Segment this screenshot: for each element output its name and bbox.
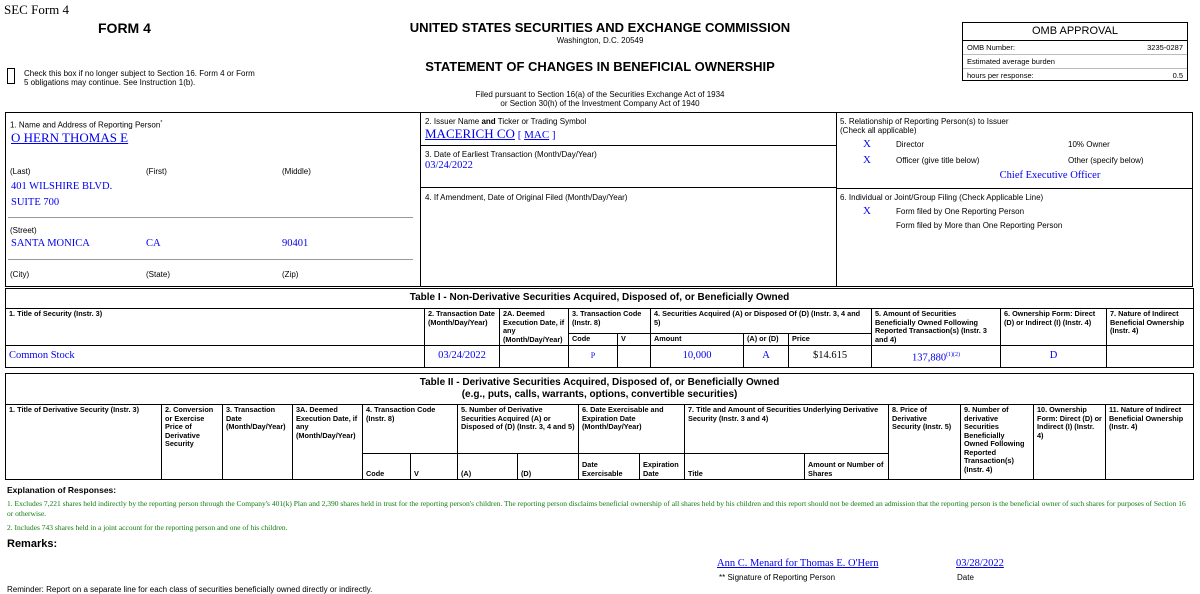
t2-sub-d: (D) <box>518 454 579 480</box>
reminder-text: Reminder: Report on a separate line for each class of securities beneficially owned directly or indirectly. <box>7 585 373 594</box>
t1-header-deemed: 2A. Deemed Execution Date, if any (Month/Day/Year) <box>500 309 569 346</box>
t1-header-code-sub: Code <box>569 333 618 345</box>
city-value: SANTA MONICA <box>11 238 90 249</box>
city-label: (City) <box>10 270 30 279</box>
box2-label-pre: 2. Issuer Name <box>425 117 482 126</box>
ticker-link[interactable]: MAC <box>524 129 550 141</box>
agency-title: UNITED STATES SECURITIES AND EXCHANGE COMMISSION <box>409 20 791 35</box>
box2-label-and: and <box>481 117 496 126</box>
t1-header-date: 2. Transaction Date (Month/Day/Year) <box>425 309 500 346</box>
box2-label-post: Ticker or Trading Symbol <box>495 117 587 126</box>
explanation-heading: Explanation of Responses: <box>7 485 117 495</box>
table-1-title: Table I - Non-Derivative Securities Acquired, Disposed of, or Beneficially Owned <box>6 289 1194 309</box>
other-label: Other (specify below) <box>1068 156 1144 165</box>
box1-label-text: 1. Name and Address of Reporting Person <box>10 120 161 130</box>
footnote-2: 2. Includes 743 shares held in a joint account for the reporting person and one of his children. <box>7 523 288 532</box>
box6-label: 6. Individual or Joint/Group Filing (Check Applicable Line) <box>840 193 1044 202</box>
box5-label-2: (Check all applicable) <box>840 126 917 135</box>
t2-header-nature: 11. Nature of Indirect Beneficial Ownership (Instr. 4) <box>1106 405 1194 480</box>
reporting-person-name-link[interactable]: O HERN THOMAS E <box>11 130 129 145</box>
address-line-2: SUITE 700 <box>11 197 60 208</box>
issuer-name-link[interactable]: MACERICH CO <box>425 126 515 141</box>
t1-amount: 10,000 <box>651 346 744 368</box>
remarks-heading: Remarks: <box>7 538 58 550</box>
t2-header-code: 4. Transaction Code (Instr. 8) <box>363 405 458 454</box>
t1-owned-footnote: (1)(2) <box>946 351 961 358</box>
t1-owned-amount: 137,880 <box>911 352 947 363</box>
ten-pct-owner-label: 10% Owner <box>1068 140 1110 149</box>
table-2-title-line-2: (e.g., puts, calls, warrants, options, convertible securities) <box>461 389 738 400</box>
t1-header-code: 3. Transaction Code (Instr. 8) <box>569 309 651 334</box>
filed-pursuant-line-1: Filed pursuant to Section 16(a) of the Securities Exchange Act of 1934 <box>475 90 725 99</box>
zip-label: (Zip) <box>282 270 299 279</box>
document-label: SEC Form 4 <box>4 2 70 17</box>
signature-date: 03/28/2022 <box>956 558 1004 569</box>
zip-value: 90401 <box>282 238 309 249</box>
table-2-title <box>6 374 1194 405</box>
omb-number-label: OMB Number: <box>967 43 1015 52</box>
t1-header-price-sub: Price <box>789 333 872 345</box>
t2-header-underlying: 7. Title and Amount of Securities Underlying Derivative Security (Instr. 3 and 4) <box>685 405 889 454</box>
ticker-bracket-open: [ <box>514 129 525 141</box>
t1-transaction-code: P <box>569 346 618 368</box>
t1-transaction-date: 03/24/2022 <box>425 346 500 368</box>
box4-label: 4. If Amendment, Date of Original Filed (Month/Day/Year) <box>425 193 628 202</box>
table-2-title-line-1: Table II - Derivative Securities Acquired, Disposed of, or Beneficially Owned <box>419 377 780 388</box>
t2-header-exercisable: 6. Date Exercisable and Expiration Date (Month/Day/Year) <box>579 405 685 454</box>
t1-header-acquired: 4. Securities Acquired (A) or Disposed Of (D) (Instr. 3, 4 and 5) <box>651 309 872 334</box>
t2-header-title: 1. Title of Derivative Security (Instr. 3) <box>6 405 162 480</box>
filed-pursuant-note <box>380 90 820 108</box>
t2-sub-code: Code <box>363 454 411 480</box>
t1-price: $14.615 <box>789 346 872 368</box>
table-2 <box>5 373 1194 480</box>
filed-pursuant-line-2: or Section 30(h) of the Investment Company Act of 1940 <box>500 99 700 108</box>
form-title: FORM 4 <box>98 20 151 36</box>
box5-label-1: 5. Relationship of Reporting Person(s) to Issuer <box>840 117 1009 126</box>
more-persons-label: Form filed by More than One Reporting Person <box>896 221 1063 230</box>
t1-deemed-date <box>500 346 569 368</box>
t2-header-price: 8. Price of Derivative Security (Instr. 5) <box>889 405 961 480</box>
t2-sub-v: V <box>411 454 458 480</box>
signature-label: ** Signature of Reporting Person <box>719 573 836 582</box>
one-person-mark: X <box>863 205 871 217</box>
statement-title: STATEMENT OF CHANGES IN BENEFICIAL OWNERSHIP <box>425 59 775 74</box>
signature-name: Ann C. Menard for Thomas E. O'Hern <box>717 558 879 569</box>
box3-label: 3. Date of Earliest Transaction (Month/Day/Year) <box>425 150 597 159</box>
earliest-transaction-date: 03/24/2022 <box>425 160 473 171</box>
t1-v <box>618 346 651 368</box>
t1-acquired-disposed: A <box>744 346 789 368</box>
officer-label: Officer (give title below) <box>896 156 980 165</box>
t2-header-conversion: 2. Conversion or Exercise Price of Derivative Security <box>162 405 223 480</box>
issuer-line <box>425 126 556 142</box>
street-label: (Street) <box>10 226 37 235</box>
section16-checkbox[interactable] <box>7 68 15 84</box>
omb-approval-box <box>962 22 1188 81</box>
last-label: (Last) <box>10 167 31 176</box>
signature-date-label: Date <box>957 573 974 582</box>
box2-label <box>425 117 586 126</box>
officer-title: Chief Executive Officer <box>999 170 1101 181</box>
t2-sub-expiration: Expiration Date <box>640 454 685 480</box>
state-label: (State) <box>146 270 171 279</box>
table-row <box>6 346 1194 368</box>
section16-checkbox-label <box>24 69 255 87</box>
t1-header-nature: 7. Nature of Indirect Beneficial Ownership (Instr. 4) <box>1107 309 1194 346</box>
ticker-bracket-close: ] <box>549 129 556 141</box>
t1-ownership-form: D <box>1001 346 1107 368</box>
t1-nature <box>1107 346 1194 368</box>
t1-header-v-sub: V <box>618 333 651 345</box>
first-label: (First) <box>146 167 167 176</box>
director-label: Director <box>896 140 925 149</box>
omb-title: OMB APPROVAL <box>963 23 1187 41</box>
t1-header-owned: 5. Amount of Securities Beneficially Owned Following Reported Transaction(s) (Instr. 3 and 4) <box>872 309 1001 346</box>
officer-mark: X <box>863 154 871 166</box>
t2-sub-date-exercisable: Date Exercisable <box>579 454 640 480</box>
t2-header-form: 10. Ownership Form: Direct (D) or Indirect (I) (Instr. 4) <box>1034 405 1106 480</box>
t2-header-owned: 9. Number of derivative Securities Beneficially Owned Following Reported Transaction(s) (Instr. 4) <box>961 405 1034 480</box>
t1-header-aord-sub: (A) or (D) <box>744 333 789 345</box>
omb-hours-label: hours per response: <box>967 71 1034 80</box>
t1-security-title: Common Stock <box>6 346 425 368</box>
agency-location: Washington, D.C. 20549 <box>556 36 644 45</box>
omb-number-value: 3235-0287 <box>1147 43 1183 52</box>
t2-sub-amount-shares: Amount or Number of Shares <box>805 454 889 480</box>
omb-burden-label: Estimated average burden <box>963 55 1187 69</box>
state-value: CA <box>146 238 161 249</box>
check-text-2: 5 obligations may continue. See Instruction 1(b). <box>24 78 196 87</box>
box5-label <box>840 117 1009 135</box>
t1-header-form: 6. Ownership Form: Direct (D) or Indirect (I) (Instr. 4) <box>1001 309 1107 346</box>
t2-sub-title: Title <box>685 454 805 480</box>
one-person-label: Form filed by One Reporting Person <box>896 207 1025 216</box>
box1-label: 1. Name and Address of Reporting Person* <box>10 120 163 130</box>
t2-header-date: 3. Transaction Date (Month/Day/Year) <box>223 405 293 480</box>
director-mark: X <box>863 138 871 150</box>
t2-header-number: 5. Number of Derivative Securities Acquired (A) or Disposed of (D) (Instr. 3, 4 and 5) <box>458 405 579 454</box>
middle-label: (Middle) <box>282 167 311 176</box>
footnote-1: 1. Excludes 7,221 shares held indirectly by the reporting person through the Company's 401(k) Plan and 2,390 shares held in trust for the reporting person's children. The reporting person disclaims beneficial ownership of all shares held by his children and this report should not be deemed an admission that the reporting person is the beneficial owner of such shares for purposes of Section 16 or otherwise. <box>7 499 1186 518</box>
t1-header-title: 1. Title of Security (Instr. 3) <box>6 309 425 346</box>
check-text-1: Check this box if no longer subject to Section 16. Form 4 or Form <box>24 69 255 78</box>
omb-hours-value: 0.5 <box>1172 71 1183 80</box>
t2-sub-a: (A) <box>458 454 518 480</box>
address-line-1: 401 WILSHIRE BLVD. <box>11 181 113 192</box>
t2-header-deemed: 3A. Deemed Execution Date, if any (Month/Day/Year) <box>293 405 363 480</box>
t1-header-amount-sub: Amount <box>651 333 744 345</box>
t1-owned-cell <box>872 346 1001 368</box>
table-1 <box>5 288 1194 368</box>
